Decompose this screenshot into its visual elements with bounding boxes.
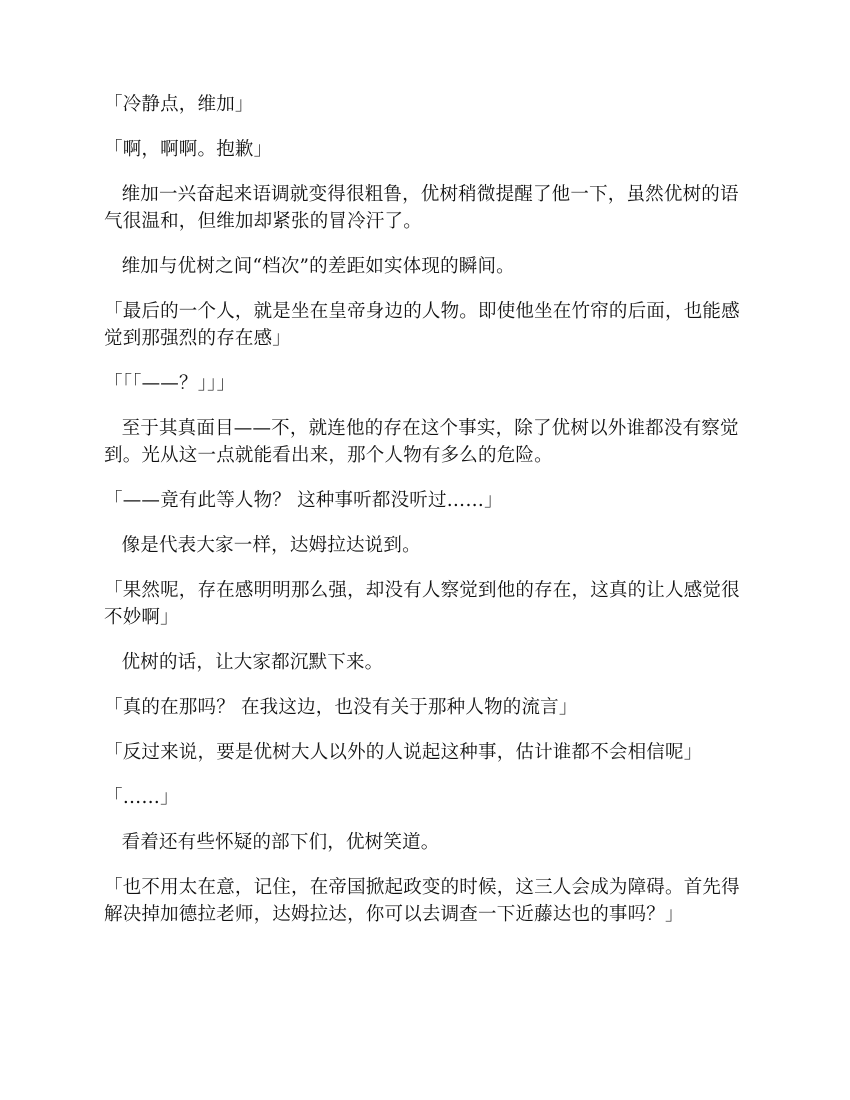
dialogue-line: 「——竟有此等人物？ 这种事听都没听过……」: [104, 490, 503, 511]
narration-paragraph: 至于其真面目——不，就连他的存在这个事实，除了优树以外谁都没有察觉到。光从这一点就能看出来，那个人物有多么的危险。: [104, 418, 739, 466]
dialogue-line: 「……」: [104, 787, 179, 808]
dialogue-line: 「真的在那吗？ 在我这边，也没有关于那种人物的流言」: [104, 697, 578, 718]
narration-paragraph: 看着还有些怀疑的部下们，优树笑道。: [121, 832, 440, 853]
dialogue-line: 「也不用太在意，记住，在帝国掀起政变的时候，这三人会成为障碍。首先得解决掉加德拉老师，达姆拉达，你可以去调查一下近藤达也的事吗？」: [104, 877, 740, 925]
dialogue-line: 「冷静点，维加」: [104, 94, 254, 115]
dialogue-line: 「最后的一个人，就是坐在皇帝身边的人物。即使他坐在竹帘的后面，也能感觉到那强烈的存在感」: [104, 301, 740, 349]
dialogue-line: 「反过来说，要是优树大人以外的人说起这种事，估计谁都不会相信呢」: [104, 742, 703, 763]
dialogue-line: 「啊，啊啊。抱歉」: [104, 139, 273, 160]
narration-paragraph: 维加与优树之间“档次”的差距如实体现的瞬间。: [121, 256, 515, 277]
narration-paragraph: 像是代表大家一样，达姆拉达说到。: [121, 535, 421, 556]
narration-paragraph: 维加一兴奋起来语调就变得很粗鲁，优树稍微提醒了他一下，虽然优树的语气很温和，但维加却紧张的冒冷汗了。: [104, 184, 739, 232]
dialogue-line: 「果然呢，存在感明明那么强，却没有人察觉到他的存在，这真的让人感觉很不妙啊」: [104, 580, 740, 628]
narration-paragraph: 优树的话，让大家都沉默下来。: [121, 652, 384, 673]
dialogue-line: 「「「——？」」」: [104, 373, 236, 394]
